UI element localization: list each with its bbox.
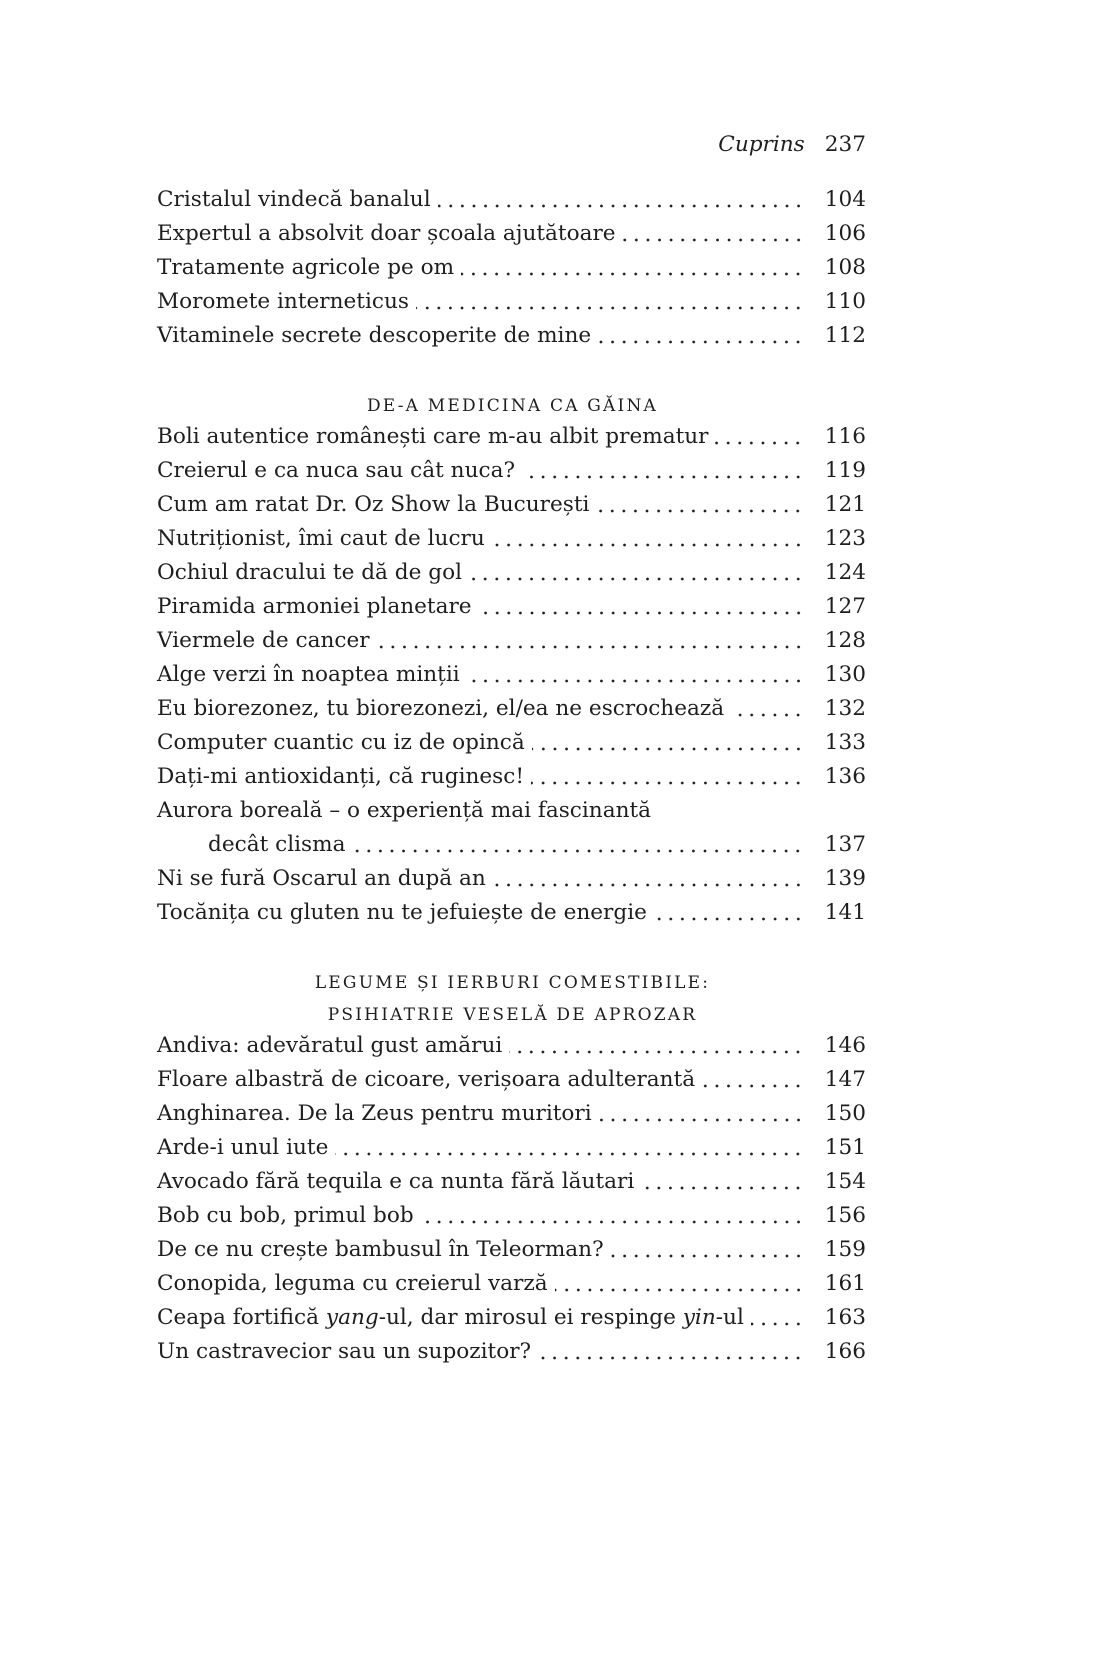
entry-title: Aurora boreală – o experiență mai fascinantă (157, 798, 652, 823)
toc-entry (157, 1199, 866, 1233)
folio-page-number: 237 (824, 132, 866, 157)
toc-entry-line (157, 217, 866, 251)
section-heading: DE-A MEDICINA CA GĂINA (366, 396, 659, 416)
toc-entry-line (157, 692, 866, 726)
toc-section (157, 965, 866, 1369)
toc-entry (157, 285, 866, 319)
entry-title: Vitaminele secrete descoperite de mine (157, 323, 592, 348)
entry-page-number: 116 (824, 424, 866, 449)
toc-entry (157, 896, 866, 930)
entry-page-number: 146 (824, 1033, 866, 1058)
toc-entry-line (157, 1199, 866, 1233)
toc-entry (157, 556, 866, 590)
toc-entry-line (157, 420, 866, 454)
entry-page-number: 108 (824, 255, 866, 280)
toc-entry (157, 319, 866, 353)
dot-leader (532, 726, 804, 760)
entry-title: Arde-i unul iute (157, 1135, 329, 1160)
toc-section (157, 183, 866, 353)
toc-entry (157, 1233, 866, 1267)
entry-title: Creierul e ca nuca sau cât nuca? (157, 458, 516, 483)
toc-entry-line (157, 896, 866, 930)
toc-entry-line (157, 1233, 866, 1267)
toc-entry-line (157, 1029, 866, 1063)
toc-entry (157, 1063, 866, 1097)
entry-title (157, 1301, 744, 1335)
dot-leader (438, 183, 804, 217)
entry-title: Boli autentice românești care m-au albit prematur (157, 424, 709, 449)
toc-entry (157, 692, 866, 726)
entry-page-number: 127 (824, 594, 866, 619)
toc-entry (157, 1165, 866, 1199)
toc-entry (157, 488, 866, 522)
dot-leader (335, 1131, 804, 1165)
dot-leader (492, 522, 804, 556)
dot-leader (421, 1199, 804, 1233)
toc-entry-line (157, 454, 866, 488)
toc-entry (157, 760, 866, 794)
entry-title-part: -ul (715, 1305, 744, 1330)
dot-leader (416, 285, 804, 319)
running-title: Cuprins (718, 132, 805, 157)
toc-entry-line (157, 285, 866, 319)
dot-leader (623, 217, 804, 251)
dot-leader (509, 1029, 804, 1063)
toc-entry (157, 522, 866, 556)
entry-page-number: 104 (824, 187, 866, 212)
entry-title-continued: decât clisma (208, 832, 346, 857)
toc-section (157, 388, 866, 930)
toc-entry-line (157, 1131, 866, 1165)
dot-leader (377, 624, 804, 658)
toc-entry-line (157, 658, 866, 692)
entry-page-number: 132 (824, 696, 866, 721)
entry-title-italic-part: yang (325, 1305, 379, 1330)
entry-title: Tratamente agricole pe om (157, 255, 455, 280)
toc-entry (157, 624, 866, 658)
entry-title: De ce nu crește bambusul în Teleorman? (157, 1237, 604, 1262)
toc-entry-line (157, 1267, 866, 1301)
entry-page-number: 166 (824, 1339, 866, 1364)
toc-entry-line (157, 1063, 866, 1097)
toc-entry-line (157, 522, 866, 556)
entry-title: Ni se fură Oscarul an după an (157, 866, 486, 891)
toc-entry (157, 794, 866, 862)
entry-title: Un castravecior sau un supozitor? (157, 1339, 532, 1364)
toc-entry (157, 862, 866, 896)
entry-page-number: 147 (824, 1067, 866, 1092)
dot-leader (467, 658, 804, 692)
entry-page-number: 137 (824, 832, 866, 857)
toc-entry-line (157, 488, 866, 522)
dot-leader (641, 1165, 804, 1199)
entry-title: Floare albastră de cicoare, verișoara adulterantă (157, 1067, 696, 1092)
entry-title: Avocado fără tequila e ca nunta fără lăutari (157, 1169, 635, 1194)
toc-entry (157, 183, 866, 217)
toc-entry-line (157, 828, 866, 862)
toc-entry (157, 658, 866, 692)
entry-title: Cum am ratat Dr. Oz Show la București (157, 492, 590, 517)
entry-page-number: 150 (824, 1101, 866, 1126)
toc-entry-line (157, 624, 866, 658)
entry-title: Nutriționist, îmi caut de lucru (157, 526, 485, 551)
dot-leader (461, 251, 804, 285)
toc-entry-line (157, 1165, 866, 1199)
entry-title: Andiva: adevăratul gust amărui (157, 1033, 503, 1058)
toc-entry (157, 590, 866, 624)
toc-entry (157, 1131, 866, 1165)
toc-entry (157, 251, 866, 285)
toc-entry (157, 217, 866, 251)
section-heading: PSIHIATRIE VESELĂ DE APROZAR (327, 1005, 698, 1025)
entry-title-italic-part: yin (682, 1305, 716, 1330)
dot-leader (751, 1301, 804, 1335)
toc-entry (157, 1267, 866, 1301)
toc-entry-line (157, 1097, 866, 1131)
toc-entry-line (157, 590, 866, 624)
section-heading: LEGUME ȘI IERBURI COMESTIBILE: (314, 973, 711, 993)
toc-entry-line (157, 556, 866, 590)
toc-entry (157, 420, 866, 454)
entry-page-number: 136 (824, 764, 866, 789)
entry-page-number: 161 (824, 1271, 866, 1296)
dot-leader (352, 828, 804, 862)
entry-title: Anghinarea. De la Zeus pentru muritori (157, 1101, 592, 1126)
dot-leader (731, 692, 804, 726)
toc-entry-line (157, 183, 866, 217)
entry-title: Piramida armoniei planetare (157, 594, 472, 619)
entry-title: Cristalul vindecă banalul (157, 187, 431, 212)
entry-page-number: 119 (824, 458, 866, 483)
toc-entry-line (157, 251, 866, 285)
entry-title: Alge verzi în noaptea minții (157, 662, 460, 687)
dot-leader (531, 760, 804, 794)
entry-page-number: 123 (824, 526, 866, 551)
entry-title: Bob cu bob, primul bob (157, 1203, 414, 1228)
entry-title: Tocănița cu gluten nu te jefuiește de energie (157, 900, 647, 925)
toc-entry-line (157, 794, 866, 828)
entry-page-number: 124 (824, 560, 866, 585)
dot-leader (469, 556, 804, 590)
dot-leader (611, 1233, 804, 1267)
entry-page-number: 154 (824, 1169, 866, 1194)
dot-leader (654, 896, 804, 930)
dot-leader (522, 454, 804, 488)
entry-title: Expertul a absolvit doar școala ajutătoare (157, 221, 616, 246)
toc-entry-line (157, 760, 866, 794)
dot-leader (702, 1063, 804, 1097)
toc-entry (157, 726, 866, 760)
dot-leader (555, 1267, 804, 1301)
entry-page-number: 159 (824, 1237, 866, 1262)
entry-page-number: 163 (824, 1305, 866, 1330)
entry-title: Eu biorezonez, tu biorezonezi, el/ea ne escrochează (157, 696, 725, 721)
entry-title-part: -ul, dar mirosul ei respinge (378, 1305, 683, 1330)
toc-entry (157, 1029, 866, 1063)
entry-page-number: 133 (824, 730, 866, 755)
dot-leader (599, 1097, 804, 1131)
running-header (157, 128, 866, 162)
entry-title-part: Ceapa fortifică (157, 1305, 326, 1330)
dot-leader (538, 1335, 804, 1369)
entry-page-number: 151 (824, 1135, 866, 1160)
entry-page-number: 130 (824, 662, 866, 687)
entry-page-number: 112 (824, 323, 866, 348)
toc-entry (157, 1301, 866, 1335)
entry-page-number: 141 (824, 900, 866, 925)
entry-title: Ochiul dracului te dă de gol (157, 560, 462, 585)
toc-entry-line (157, 862, 866, 896)
entry-title: Moromete interneticus (157, 289, 409, 314)
toc-entry-line (157, 726, 866, 760)
entry-title: Viermele de cancer (157, 628, 370, 653)
entry-title: Dați-mi antioxidanți, că ruginesc! (157, 764, 525, 789)
toc-entry-line (157, 319, 866, 353)
entry-page-number: 110 (824, 289, 866, 314)
entry-page-number: 139 (824, 866, 866, 891)
dot-leader (596, 488, 804, 522)
toc-entry (157, 454, 866, 488)
entry-page-number: 121 (824, 492, 866, 517)
dot-leader (598, 319, 804, 353)
toc-entry-line (157, 1301, 866, 1335)
toc-entry (157, 1335, 866, 1369)
toc-entry-line (157, 1335, 866, 1369)
dot-leader (479, 590, 804, 624)
entry-page-number: 128 (824, 628, 866, 653)
entry-page-number: 106 (824, 221, 866, 246)
entry-title: Computer cuantic cu iz de opincă (157, 730, 525, 755)
table-of-contents (157, 183, 866, 1369)
entry-title: Conopida, leguma cu creierul varză (157, 1271, 548, 1296)
toc-entry (157, 1097, 866, 1131)
entry-page-number: 156 (824, 1203, 866, 1228)
dot-leader (715, 420, 804, 454)
dot-leader (493, 862, 804, 896)
